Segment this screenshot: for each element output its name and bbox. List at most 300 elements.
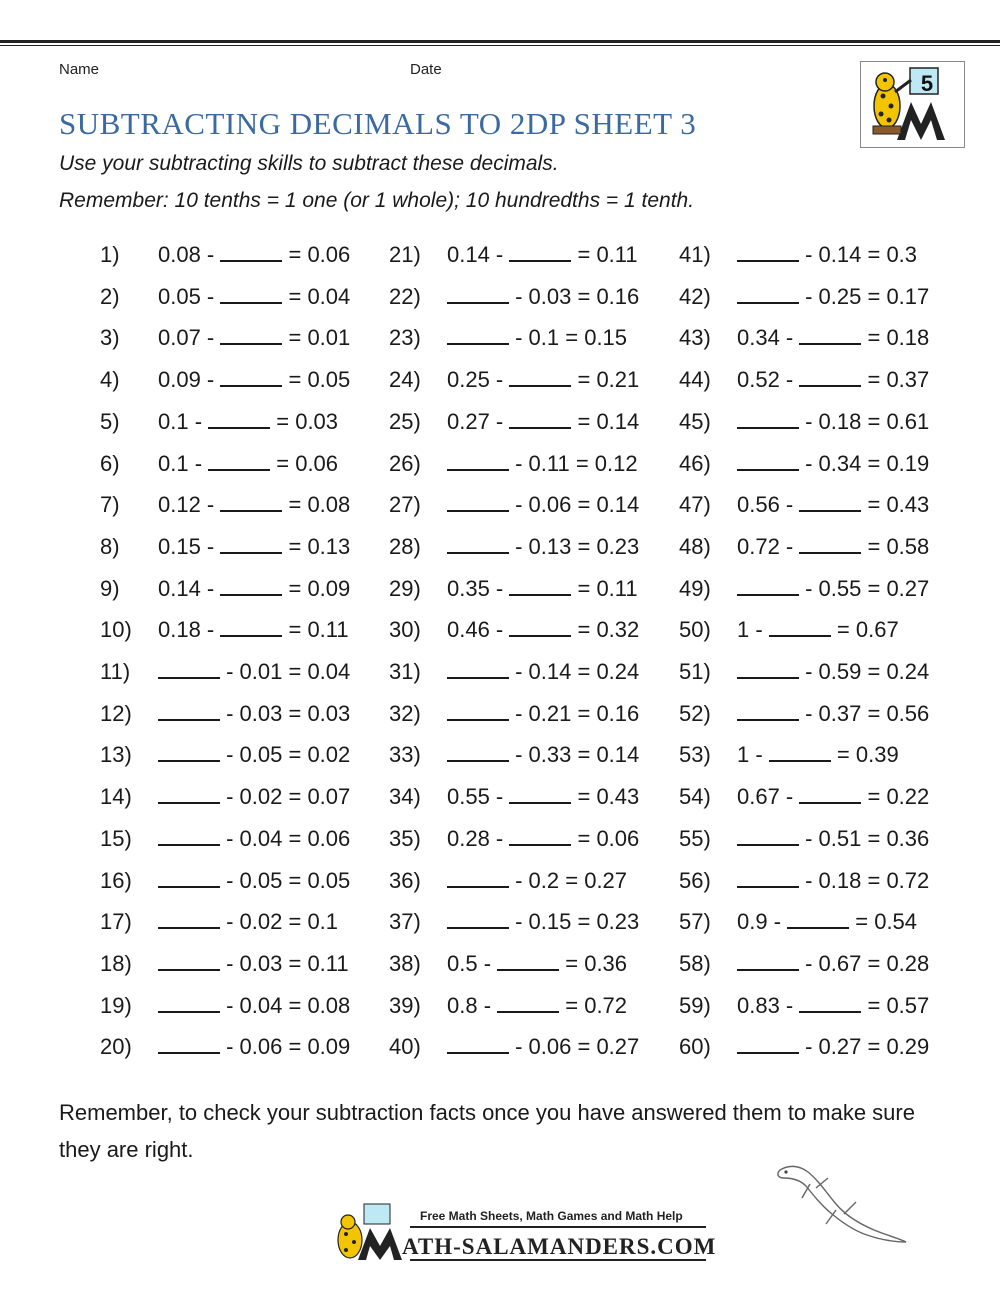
problem-left: 0.15 - [158, 534, 221, 559]
problem-equation [158, 742, 350, 768]
problem-number: 23) [389, 325, 421, 350]
problem-right: = 0.11 [282, 617, 349, 642]
problem-left: 0.08 - [158, 242, 221, 267]
problem-number: 5) [100, 409, 120, 434]
problem-number: 22) [389, 284, 421, 309]
problem-right: - 0.02 = 0.07 [220, 784, 351, 809]
problem-equation [737, 868, 929, 894]
problem-equation [737, 993, 929, 1019]
problem-number: 52) [679, 701, 711, 726]
problem-row [0, 317, 1000, 359]
answer-blank[interactable] [158, 951, 220, 971]
problem-right: - 0.34 = 0.19 [799, 451, 930, 476]
answer-blank[interactable] [509, 409, 571, 429]
answer-blank[interactable] [509, 367, 571, 387]
problem-equation [158, 993, 350, 1019]
problem-row [0, 526, 1000, 568]
problem-equation [158, 492, 350, 518]
problem-right: = 0.21 [571, 367, 640, 392]
answer-blank[interactable] [447, 701, 509, 721]
problem-number: 57) [679, 909, 711, 934]
problem-row [0, 443, 1000, 485]
problem-equation [737, 659, 929, 685]
problem-equation [737, 367, 929, 393]
answer-blank[interactable] [158, 659, 220, 679]
problem-right: - 0.18 = 0.61 [799, 409, 930, 434]
problem-right: - 0.15 = 0.23 [509, 909, 640, 934]
answer-blank[interactable] [208, 451, 270, 471]
answer-blank[interactable] [158, 784, 220, 804]
problem-left: 0.9 - [737, 909, 788, 934]
problem-row [0, 818, 1000, 860]
answer-blank[interactable] [158, 868, 220, 888]
problem-equation [737, 909, 917, 935]
problem-right: = 0.06 [282, 242, 351, 267]
problem-equation [447, 325, 627, 351]
problem-number: 17) [100, 909, 132, 934]
top-rule-thin [0, 45, 1000, 46]
problem-equation [447, 367, 639, 393]
problem-number: 31) [389, 659, 421, 684]
problem-left: 0.1 - [158, 451, 209, 476]
answer-blank[interactable] [769, 617, 831, 637]
problem-equation [158, 659, 350, 685]
answer-blank[interactable] [497, 951, 559, 971]
problem-right: - 0.02 = 0.1 [220, 909, 339, 934]
problem-row [0, 359, 1000, 401]
problem-number: 44) [679, 367, 711, 392]
problem-row [0, 776, 1000, 818]
problem-right: - 0.14 = 0.3 [799, 242, 918, 267]
problem-right: - 0.2 = 0.27 [509, 868, 628, 893]
answer-blank[interactable] [509, 576, 571, 596]
problem-equation [447, 868, 627, 894]
problem-equation [447, 451, 638, 477]
problem-right: - 0.14 = 0.24 [509, 659, 640, 684]
problem-right: = 0.01 [282, 325, 351, 350]
answer-blank[interactable] [158, 993, 220, 1013]
problem-number: 24) [389, 367, 421, 392]
answer-blank[interactable] [220, 325, 282, 345]
problem-right: = 0.43 [571, 784, 640, 809]
problem-left: 0.56 - [737, 492, 800, 517]
answer-blank[interactable] [447, 325, 509, 345]
problem-number: 51) [679, 659, 711, 684]
problem-right: - 0.67 = 0.28 [799, 951, 930, 976]
answer-blank[interactable] [737, 242, 799, 262]
problem-right: = 0.11 [571, 576, 638, 601]
problem-right: = 0.05 [282, 367, 351, 392]
problem-left: 0.55 - [447, 784, 510, 809]
problem-left: 0.14 - [158, 576, 221, 601]
answer-blank[interactable] [220, 576, 282, 596]
problem-equation [158, 701, 350, 727]
problem-number: 12) [100, 701, 132, 726]
problem-number: 58) [679, 951, 711, 976]
problem-number: 35) [389, 826, 421, 851]
problem-equation [158, 534, 350, 560]
problem-left: 1 - [737, 742, 769, 767]
problem-left: 0.14 - [447, 242, 510, 267]
problem-right: - 0.05 = 0.05 [220, 868, 351, 893]
answer-blank[interactable] [737, 451, 799, 471]
problem-number: 26) [389, 451, 421, 476]
problem-number: 46) [679, 451, 711, 476]
problem-equation [737, 826, 929, 852]
instruction-line-1: Use your subtracting skills to subtract these decimals. [59, 152, 559, 175]
problem-number: 2) [100, 284, 120, 309]
problem-number: 43) [679, 325, 711, 350]
salamander-logo-icon [861, 62, 964, 147]
problem-number: 16) [100, 868, 132, 893]
problem-row [0, 484, 1000, 526]
problem-right: - 0.25 = 0.17 [799, 284, 930, 309]
problem-row [0, 860, 1000, 902]
answer-blank[interactable] [447, 451, 509, 471]
problem-equation [447, 701, 639, 727]
problem-right: - 0.06 = 0.14 [509, 492, 640, 517]
answer-blank[interactable] [447, 742, 509, 762]
problem-equation [158, 909, 338, 935]
problem-right: = 0.67 [830, 617, 899, 642]
problem-left: 0.1 - [158, 409, 209, 434]
problem-equation [447, 1034, 639, 1060]
answer-blank[interactable] [799, 993, 861, 1013]
problem-right: - 0.04 = 0.08 [220, 993, 351, 1018]
problem-number: 48) [679, 534, 711, 559]
answer-blank[interactable] [769, 742, 831, 762]
problem-equation [447, 576, 638, 602]
problem-right: = 0.43 [861, 492, 930, 517]
answer-blank[interactable] [447, 534, 509, 554]
problem-number: 25) [389, 409, 421, 434]
problem-number: 30) [389, 617, 421, 642]
problem-equation [737, 784, 929, 810]
answer-blank[interactable] [447, 659, 509, 679]
problem-right: - 0.18 = 0.72 [799, 868, 930, 893]
problem-number: 4) [100, 367, 120, 392]
problem-left: 0.35 - [447, 576, 510, 601]
problem-right: = 0.54 [849, 909, 918, 934]
problem-equation [158, 1034, 350, 1060]
problem-number: 27) [389, 492, 421, 517]
problem-right: = 0.08 [282, 492, 351, 517]
problem-right: - 0.11 = 0.12 [509, 451, 638, 476]
problem-equation [737, 742, 899, 768]
problem-left: 0.07 - [158, 325, 221, 350]
problem-equation [158, 242, 350, 268]
problem-equation [158, 451, 338, 477]
grade-logo [860, 61, 965, 148]
problem-equation [737, 1034, 929, 1060]
problem-right: - 0.03 = 0.16 [509, 284, 640, 309]
problem-left: 0.67 - [737, 784, 800, 809]
problem-equation [447, 617, 639, 643]
problem-number: 19) [100, 993, 132, 1018]
problem-equation [447, 993, 627, 1019]
problem-number: 13) [100, 742, 132, 767]
answer-blank[interactable] [737, 826, 799, 846]
answer-blank[interactable] [220, 242, 282, 262]
answer-blank[interactable] [509, 242, 571, 262]
problem-equation [158, 784, 350, 810]
problem-right: - 0.06 = 0.09 [220, 1034, 351, 1059]
problem-number: 37) [389, 909, 421, 934]
problem-equation [158, 576, 350, 602]
problem-right: - 0.04 = 0.06 [220, 826, 351, 851]
problem-equation [737, 576, 929, 602]
problem-right: - 0.13 = 0.23 [509, 534, 640, 559]
problem-equation [737, 534, 929, 560]
problem-left: 0.25 - [447, 367, 510, 392]
problem-right: - 0.05 = 0.02 [220, 742, 351, 767]
problem-left: 0.83 - [737, 993, 800, 1018]
problem-number: 6) [100, 451, 120, 476]
answer-blank[interactable] [447, 284, 509, 304]
problem-number: 50) [679, 617, 711, 642]
problem-right: = 0.57 [861, 993, 930, 1018]
problem-equation [158, 617, 349, 643]
answer-blank[interactable] [799, 367, 861, 387]
problem-equation [158, 367, 350, 393]
problem-equation [447, 784, 639, 810]
problem-right: = 0.04 [282, 284, 351, 309]
answer-blank[interactable] [497, 993, 559, 1013]
problem-number: 60) [679, 1034, 711, 1059]
problem-equation [447, 242, 638, 268]
problem-right: - 0.06 = 0.27 [509, 1034, 640, 1059]
problem-number: 55) [679, 826, 711, 851]
footer-note: Remember, to check your subtraction facts once you have answered them to make sure they are right. [59, 1100, 915, 1162]
answer-blank[interactable] [220, 534, 282, 554]
problem-number: 29) [389, 576, 421, 601]
problem-left: 0.27 - [447, 409, 510, 434]
problem-left: 0.34 - [737, 325, 800, 350]
problem-row [0, 609, 1000, 651]
problem-number: 11) [100, 659, 131, 684]
problem-right: - 0.27 = 0.29 [799, 1034, 930, 1059]
problem-number: 21) [389, 242, 421, 267]
problem-number: 54) [679, 784, 711, 809]
problem-right: - 0.03 = 0.03 [220, 701, 351, 726]
problem-equation [737, 284, 929, 310]
problem-right: - 0.1 = 0.15 [509, 325, 628, 350]
problem-row [0, 734, 1000, 776]
answer-blank[interactable] [787, 909, 849, 929]
problem-row [0, 693, 1000, 735]
problem-equation [158, 284, 350, 310]
problem-number: 56) [679, 868, 711, 893]
problem-row [0, 1026, 1000, 1068]
problem-right: - 0.03 = 0.11 [220, 951, 349, 976]
problem-right: - 0.55 = 0.27 [799, 576, 930, 601]
brand-tagline: Free Math Sheets, Math Games and Math Help [420, 1209, 683, 1223]
problem-left: 0.72 - [737, 534, 800, 559]
problem-number: 49) [679, 576, 711, 601]
problem-row [0, 276, 1000, 318]
answer-blank[interactable] [799, 534, 861, 554]
problem-right: = 0.03 [270, 409, 339, 434]
answer-blank[interactable] [509, 826, 571, 846]
problem-number: 14) [100, 784, 132, 809]
problem-right: = 0.09 [282, 576, 351, 601]
problem-equation [447, 909, 639, 935]
answer-blank[interactable] [737, 868, 799, 888]
answer-blank[interactable] [509, 617, 571, 637]
problem-equation [447, 409, 639, 435]
date-label: Date [410, 61, 442, 78]
answer-blank[interactable] [737, 1034, 799, 1054]
problem-number: 40) [389, 1034, 421, 1059]
problem-number: 59) [679, 993, 711, 1018]
problem-right: = 0.37 [861, 367, 930, 392]
answer-blank[interactable] [220, 492, 282, 512]
page-title: SUBTRACTING DECIMALS TO 2DP SHEET 3 [59, 106, 697, 141]
problem-right: - 0.59 = 0.24 [799, 659, 930, 684]
answer-blank[interactable] [158, 742, 220, 762]
problem-equation [737, 242, 917, 268]
problem-number: 42) [679, 284, 711, 309]
problem-equation [447, 951, 627, 977]
problem-right: - 0.37 = 0.56 [799, 701, 930, 726]
problem-left: 0.5 - [447, 951, 498, 976]
problem-number: 39) [389, 993, 421, 1018]
problem-right: = 0.39 [830, 742, 899, 767]
problem-number: 41) [679, 242, 711, 267]
answer-blank[interactable] [799, 784, 861, 804]
answer-blank[interactable] [158, 826, 220, 846]
problem-left: 1 - [737, 617, 769, 642]
problem-left: 0.46 - [447, 617, 510, 642]
problem-number: 18) [100, 951, 132, 976]
problem-right: = 0.32 [571, 617, 640, 642]
answer-blank[interactable] [220, 284, 282, 304]
salamander-outline-icon [770, 1158, 910, 1258]
problem-right: = 0.36 [559, 951, 628, 976]
problem-equation [737, 451, 929, 477]
problem-equation [737, 409, 929, 435]
problem-equation [158, 325, 350, 351]
answer-blank[interactable] [737, 701, 799, 721]
answer-blank[interactable] [220, 367, 282, 387]
problem-left: 0.52 - [737, 367, 800, 392]
problem-number: 36) [389, 868, 421, 893]
answer-blank[interactable] [799, 492, 861, 512]
problem-right: - 0.51 = 0.36 [799, 826, 930, 851]
problem-number: 45) [679, 409, 711, 434]
problem-equation [447, 826, 639, 852]
answer-blank[interactable] [447, 1034, 509, 1054]
problem-number: 38) [389, 951, 421, 976]
answer-blank[interactable] [737, 409, 799, 429]
answer-blank[interactable] [220, 617, 282, 637]
problem-equation [737, 492, 929, 518]
brand-name: ATH-SALAMANDERS.COM [402, 1234, 717, 1259]
problem-right: = 0.58 [861, 534, 930, 559]
problem-equation [447, 534, 639, 560]
problem-right: = 0.22 [861, 784, 930, 809]
problem-equation [158, 868, 350, 894]
answer-blank[interactable] [208, 409, 270, 429]
problem-number: 7) [100, 492, 120, 517]
answer-blank[interactable] [737, 951, 799, 971]
problem-left: 0.09 - [158, 367, 221, 392]
problem-right: - 0.33 = 0.14 [509, 742, 640, 767]
instruction-line-2: Remember: 10 tenths = 1 one (or 1 whole); 10 hundredths = 1 tenth. [59, 189, 695, 212]
problem-equation [737, 617, 899, 643]
top-rule [0, 40, 1000, 43]
answer-blank[interactable] [737, 659, 799, 679]
grade-number: 5 [920, 71, 934, 96]
problem-row [0, 234, 1000, 276]
answer-blank[interactable] [158, 909, 220, 929]
problem-row [0, 943, 1000, 985]
answer-blank[interactable] [509, 784, 571, 804]
answer-blank[interactable] [447, 492, 509, 512]
answer-blank[interactable] [737, 576, 799, 596]
problem-equation [158, 826, 350, 852]
problem-equation [447, 742, 639, 768]
problem-equation [737, 701, 929, 727]
problem-row [0, 568, 1000, 610]
problem-right: = 0.72 [559, 993, 628, 1018]
problem-number: 10) [100, 617, 132, 642]
problem-right: - 0.01 = 0.04 [220, 659, 351, 684]
problem-equation [158, 409, 338, 435]
problem-equation [447, 492, 639, 518]
problem-row [0, 651, 1000, 693]
problem-number: 34) [389, 784, 421, 809]
problem-row [0, 901, 1000, 943]
problem-right: = 0.06 [571, 826, 640, 851]
problem-number: 8) [100, 534, 120, 559]
problem-left: 0.8 - [447, 993, 498, 1018]
problem-right: = 0.14 [571, 409, 640, 434]
answer-blank[interactable] [737, 284, 799, 304]
problem-equation [447, 284, 639, 310]
problem-row [0, 401, 1000, 443]
problem-number: 33) [389, 742, 421, 767]
problem-left: 0.28 - [447, 826, 510, 851]
problem-right: = 0.13 [282, 534, 351, 559]
problem-left: 0.12 - [158, 492, 221, 517]
problem-equation [737, 951, 929, 977]
problem-left: 0.05 - [158, 284, 221, 309]
problem-equation [447, 659, 639, 685]
problem-left: 0.18 - [158, 617, 221, 642]
problem-number: 20) [100, 1034, 132, 1059]
problem-equation [158, 951, 349, 977]
problem-number: 28) [389, 534, 421, 559]
problem-right: = 0.06 [270, 451, 339, 476]
answer-blank[interactable] [447, 909, 509, 929]
problem-number: 15) [100, 826, 132, 851]
problem-number: 53) [679, 742, 711, 767]
problem-number: 32) [389, 701, 421, 726]
problem-number: 9) [100, 576, 120, 601]
name-label: Name [59, 61, 100, 78]
answer-blank[interactable] [799, 325, 861, 345]
answer-blank[interactable] [158, 1034, 220, 1054]
problem-right: = 0.18 [861, 325, 930, 350]
problem-equation [737, 325, 929, 351]
problem-right: - 0.21 = 0.16 [509, 701, 640, 726]
problem-right: = 0.11 [571, 242, 638, 267]
problem-number: 3) [100, 325, 120, 350]
problem-number: 47) [679, 492, 711, 517]
answer-blank[interactable] [447, 868, 509, 888]
answer-blank[interactable] [158, 701, 220, 721]
